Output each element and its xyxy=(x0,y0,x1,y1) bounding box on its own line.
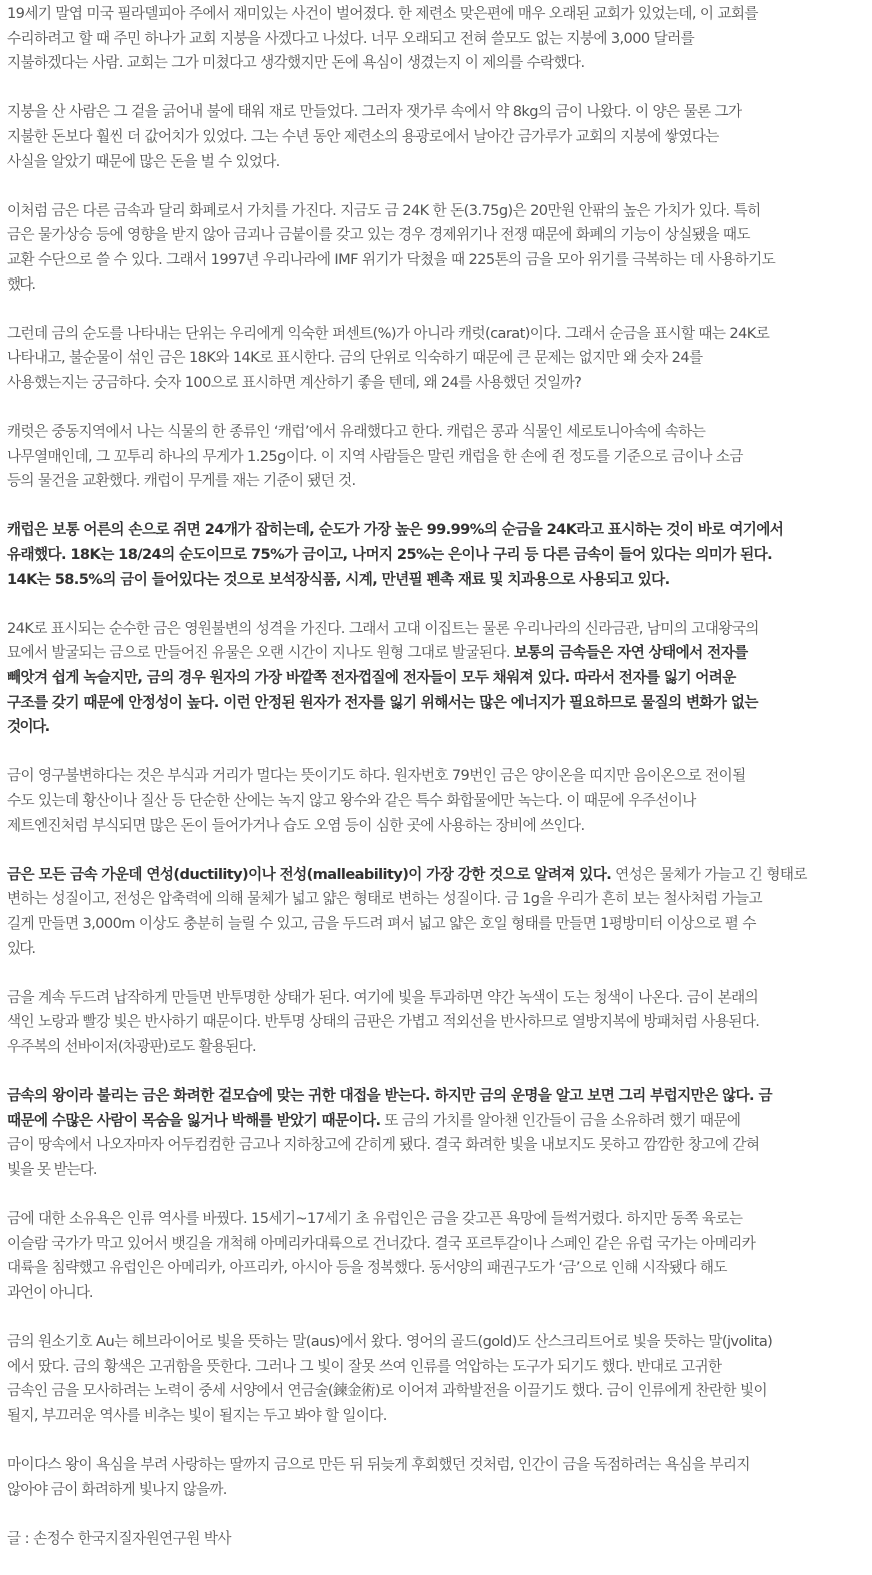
article-paragraph xyxy=(7,199,869,297)
bold-text: 때문에 수많은 사람이 목숨을 잃거나 박해를 받았기 때문이다. xyxy=(7,1111,381,1129)
paragraph-line xyxy=(7,1035,869,1060)
paragraph-line xyxy=(7,863,869,888)
paragraph-line xyxy=(7,715,869,740)
article-paragraph xyxy=(7,322,869,396)
paragraph-line xyxy=(7,1010,869,1035)
paragraph-line xyxy=(7,666,869,691)
article-paragraph xyxy=(7,863,869,961)
body-text: 묘에서 발굴되는 금으로 만들어진 유물은 오랜 시간이 지나도 원형 그대로 발굴된다. xyxy=(7,644,514,662)
paragraph-line xyxy=(7,543,869,568)
paragraph-line xyxy=(7,887,869,912)
article-paragraph xyxy=(7,2,869,76)
paragraph-line xyxy=(7,1379,869,1404)
article-paragraph xyxy=(7,1207,869,1305)
paragraph-line xyxy=(7,469,869,494)
body-text: 금은 물가상승 등에 영향을 받지 않아 금괴나 금붙이를 갖고 있는 경우 경제위기나 전쟁 때문에 화폐의 기능이 상실됐을 때도 xyxy=(7,226,750,244)
paragraph-line xyxy=(7,1281,869,1306)
body-text: 지붕을 산 사람은 그 겉을 긁어내 불에 태워 재로 만들었다. 그러자 잿가루 속에서 약 8kg의 금이 나왔다. 이 양은 물론 그가 xyxy=(7,103,742,121)
paragraph-line xyxy=(7,986,869,1011)
paragraph-line xyxy=(7,814,869,839)
body-text: 교환 수단으로 쓸 수 있다. 그래서 1997년 우리나라에 IMF 위기가 닥쳤을 때 225톤의 금을 모아 위기를 극복하는 데 사용하기도 xyxy=(7,250,776,268)
bold-text: 14K는 58.5%의 금이 들어있다는 것으로 보석장식품, 시계, 만년필 펜촉 재료 및 치과용으로 사용되고 있다. xyxy=(7,570,670,588)
article-paragraphs xyxy=(7,2,872,1502)
body-text: 나타내고, 불순물이 섞인 금은 18K와 14K로 표시한다. 금의 단위로 익숙하기 때문에 큰 문제는 없지만 왜 숫자 24를 xyxy=(7,349,703,367)
body-text: 않아야 금이 화려하게 빛나지 않을까. xyxy=(7,1480,227,1498)
paragraph-line xyxy=(7,51,869,76)
paragraph-line xyxy=(7,641,869,666)
body-text: 금이 땅속에서 나오자마자 어두컴컴한 금고나 지하창고에 갇히게 됐다. 결국 화려한 빛을 내보지도 못하고 깜깜한 창고에 갇혀 xyxy=(7,1136,760,1154)
paragraph-line xyxy=(7,1084,869,1109)
body-text: 이슬람 국가가 막고 있어서 뱃길을 개척해 아메리카대륙으로 건너갔다. 결국 포르투갈이나 스페인 같은 유럽 국가는 아메리카 xyxy=(7,1234,756,1252)
bold-text: 금은 모든 금속 가운데 연성(ductility)이나 전성(malleability)이 가장 강한 것으로 알려져 있다. xyxy=(7,865,612,883)
body-text: 마이다스 왕이 욕심을 부려 사랑하는 딸까지 금으로 만든 뒤 뒤늦게 후회했던 것처럼, 인간이 금을 독점하려는 욕심을 부리지 xyxy=(7,1456,750,1474)
body-text: 연성은 물체가 가늘고 긴 형태로 xyxy=(611,865,807,883)
article-paragraph xyxy=(7,1453,869,1502)
body-text: 사실을 알았기 때문에 많은 돈을 벌 수 있었다. xyxy=(7,152,280,170)
bold-text: 보통의 금속들은 자연 상태에서 전자를 xyxy=(513,644,748,662)
bold-text: 구조를 갖기 때문에 안정성이 높다. 이런 안정된 원자가 전자를 잃기 위해서는 많은 에너지가 필요하므로 물질의 변화가 없는 xyxy=(7,693,758,711)
paragraph-line xyxy=(7,1133,869,1158)
body-text: 했다. xyxy=(7,275,35,293)
body-text: 금의 원소기호 Au는 헤브라이어로 빛을 뜻하는 말(aus)에서 왔다. 영어의 골드(gold)도 산스크리트어로 빛을 뜻하는 말(jvolita) xyxy=(7,1333,773,1351)
paragraph-line xyxy=(7,371,869,396)
bold-text: 것이다. xyxy=(7,718,49,736)
paragraph-line xyxy=(7,125,869,150)
body-text: 변하는 성질이고, 전성은 압축력에 의해 물체가 넓고 얇은 형태로 변하는 성질이다. 금 1g을 우리가 흔히 보는 철사처럼 가늘고 xyxy=(7,890,762,908)
bold-text: 금속의 왕이라 불리는 금은 화려한 겉모습에 맞는 귀한 대접을 받는다. 하지만 금의 운명을 알고 보면 그리 부럽지만은 않다. 금 xyxy=(7,1087,772,1105)
body-text: 금이 영구불변하다는 것은 부식과 거리가 멀다는 뜻이기도 하다. 원자번호 79번인 금은 양이온을 띠지만 음이온으로 전이될 xyxy=(7,767,746,785)
paragraph-line xyxy=(7,420,869,445)
article-paragraph xyxy=(7,617,869,740)
body-text: 금속인 금을 모사하려는 노력이 중세 서양에서 연금술(鍊金術)로 이어져 과학발전을 이끌기도 했다. 금이 인류에게 찬란한 빛이 xyxy=(7,1382,768,1400)
paragraph-line xyxy=(7,789,869,814)
article-paragraph xyxy=(7,764,869,838)
body-text: 그런데 금의 순도를 나타내는 단위는 우리에게 익숙한 퍼센트(%)가 아니라 캐럿(carat)이다. 그래서 순금을 표시할 때는 24K로 xyxy=(7,324,770,342)
body-text: 이처럼 금은 다른 금속과 달리 화폐로서 가치를 가진다. 지금도 금 24K 한 돈(3.75g)은 20만원 안팎의 높은 가치가 있다. 특히 xyxy=(7,201,761,219)
paragraph-line xyxy=(7,1478,869,1503)
body-text: 에서 땄다. 금의 황색은 고귀함을 뜻한다. 그러나 그 빛이 잘못 쓰여 인류를 억압하는 도구가 되기도 했다. 반대로 고귀한 xyxy=(7,1357,722,1375)
body-text: 캐럿은 중동지역에서 나는 식물의 한 종류인 ‘캐럽’에서 유래했다고 한다. 캐럽은 콩과 식물인 세로토니아속에 속하는 xyxy=(7,423,706,441)
paragraph-line xyxy=(7,912,869,937)
body-text: 있다. xyxy=(7,939,35,957)
article-paragraph xyxy=(7,420,869,494)
paragraph-line xyxy=(7,691,869,716)
body-text: 금을 계속 두드려 납작하게 만들면 반투명한 상태가 된다. 여기에 빛을 투과하면 약간 녹색이 도는 청색이 나온다. 금이 본래의 xyxy=(7,988,759,1006)
body-text: 지불하겠다는 사람. 교회는 그가 미쳤다고 생각했지만 돈에 욕심이 생겼는지 이 제의를 수락했다. xyxy=(7,54,585,72)
body-text: 지불한 돈보다 훨씬 더 값어치가 있었다. 그는 수년 동안 제련소의 용광로에서 날아간 금가루가 교회의 지붕에 쌓였다는 xyxy=(7,127,719,145)
paragraph-line xyxy=(7,322,869,347)
body-text: 빛을 못 받는다. xyxy=(7,1160,97,1178)
paragraph-line xyxy=(7,346,869,371)
body-text: 19세기 말엽 미국 필라델피아 주에서 재미있는 사건이 벌어졌다. 한 제련소 맞은편에 매우 오래된 교회가 있었는데, 이 교회를 xyxy=(7,5,758,22)
paragraph-line xyxy=(7,1404,869,1429)
body-text: 색인 노랑과 빨강 빛은 반사하기 때문이다. 반투명 상태의 금판은 가볍고 적외선을 반사하므로 열방지복에 방패처럼 사용된다. xyxy=(7,1013,760,1031)
paragraph-line xyxy=(7,1109,869,1134)
body-text: 수리하려고 할 때 주민 하나가 교회 지붕을 사겠다고 나섰다. 너무 오래되고 전혀 쓸모도 없는 지붕에 3,000 달러를 xyxy=(7,29,695,47)
paragraph-line xyxy=(7,1232,869,1257)
paragraph-line xyxy=(7,199,869,224)
article-paragraph xyxy=(7,1084,869,1182)
paragraph-line xyxy=(7,518,869,543)
paragraph-line xyxy=(7,27,869,52)
article-paragraph xyxy=(7,518,869,592)
body-text: 수도 있는데 황산이나 질산 등 단순한 산에는 녹지 않고 왕수와 같은 특수 화합물에만 녹는다. 이 때문에 우주선이나 xyxy=(7,792,696,809)
body-text: 등의 물건을 교환했다. 캐럽이 무게를 재는 기준이 됐던 것. xyxy=(7,472,356,490)
paragraph-line xyxy=(7,445,869,470)
paragraph-line xyxy=(7,1207,869,1232)
body-text: 24K로 표시되는 순수한 금은 영원불변의 성격을 가진다. 그래서 고대 이집트는 물론 우리나라의 신라금관, 남미의 고대왕국의 xyxy=(7,619,759,637)
body-text: 길게 만들면 3,000m 이상도 충분히 늘릴 수 있고, 금을 두드려 펴서 넓고 얇은 호일 형태를 만들면 1평방미터 이상으로 펼 수 xyxy=(7,914,756,932)
paragraph-line xyxy=(7,248,869,273)
paragraph-line xyxy=(7,2,869,27)
paragraph-line xyxy=(7,764,869,789)
article-byline: 글 : 손정수 한국지질자원연구원 박사 xyxy=(7,1529,231,1547)
body-text: 우주복의 선바이저(차광판)로도 활용된다. xyxy=(7,1037,256,1055)
body-text: 제트엔진처럼 부식되면 많은 돈이 들어가거나 습도 오염 등이 심한 곳에 사용하는 장비에 쓰인다. xyxy=(7,816,585,834)
article-paragraph xyxy=(7,1330,869,1428)
bold-text: 빼앗겨 쉽게 녹슬지만, 금의 경우 원자의 가장 바깥쪽 전자껍질에 전자들이 모두 채워져 있다. 따라서 전자를 잃기 어려운 xyxy=(7,669,736,687)
body-text: 또 금의 가치를 알아챈 인간들이 금을 소유하려 했기 때문에 xyxy=(380,1111,741,1129)
article-paragraph xyxy=(7,100,869,174)
bold-text: 캐럽은 보통 어른의 손으로 쥐면 24개가 잡히는데, 순도가 가장 높은 99.99%의 순금을 24K라고 표시하는 것이 바로 여기에서 xyxy=(7,521,784,539)
paragraph-line xyxy=(7,617,869,642)
body-text: 사용했는지는 궁금하다. 숫자 100으로 표시하면 계산하기 좋을 텐데, 왜 24를 사용했던 것일까? xyxy=(7,373,582,391)
paragraph-line xyxy=(7,937,869,962)
paragraph-line xyxy=(7,568,869,593)
paragraph-line xyxy=(7,1256,869,1281)
paragraph-line xyxy=(7,273,869,298)
paragraph-line xyxy=(7,1453,869,1478)
paragraph-line xyxy=(7,100,869,125)
body-text: 금에 대한 소유욕은 인류 역사를 바꿨다. 15세기~17세기 초 유럽인은 금을 갖고픈 욕망에 들썩거렸다. 하지만 동쪽 육로는 xyxy=(7,1210,743,1228)
bold-text: 유래했다. 18K는 18/24의 순도이므로 75%가 금이고, 나머지 25%는 은이나 구리 등 다른 금속이 들어 있다는 의미가 된다. xyxy=(7,546,773,564)
paragraph-line xyxy=(7,223,869,248)
paragraph-line xyxy=(7,1330,869,1355)
body-text: 과언이 아니다. xyxy=(7,1283,93,1301)
article-paragraph xyxy=(7,986,869,1060)
paragraph-line xyxy=(7,1158,869,1183)
body-text: 나무열매인데, 그 꼬투리 하나의 무게가 1.25g이다. 이 지역 사람들은 말린 캐럽을 한 손에 쥔 정도를 기준으로 금이나 소금 xyxy=(7,447,743,465)
body-text: 될지, 부끄러운 역사를 비추는 빛이 될지는 두고 봐야 할 일이다. xyxy=(7,1406,387,1424)
paragraph-line xyxy=(7,1355,869,1380)
paragraph-line xyxy=(7,150,869,175)
body-text: 대륙을 침략했고 유럽인은 아메리카, 아프리카, 아시아 등을 정복했다. 동서양의 패권구도가 ‘금’으로 인해 시작됐다 해도 xyxy=(7,1259,727,1277)
